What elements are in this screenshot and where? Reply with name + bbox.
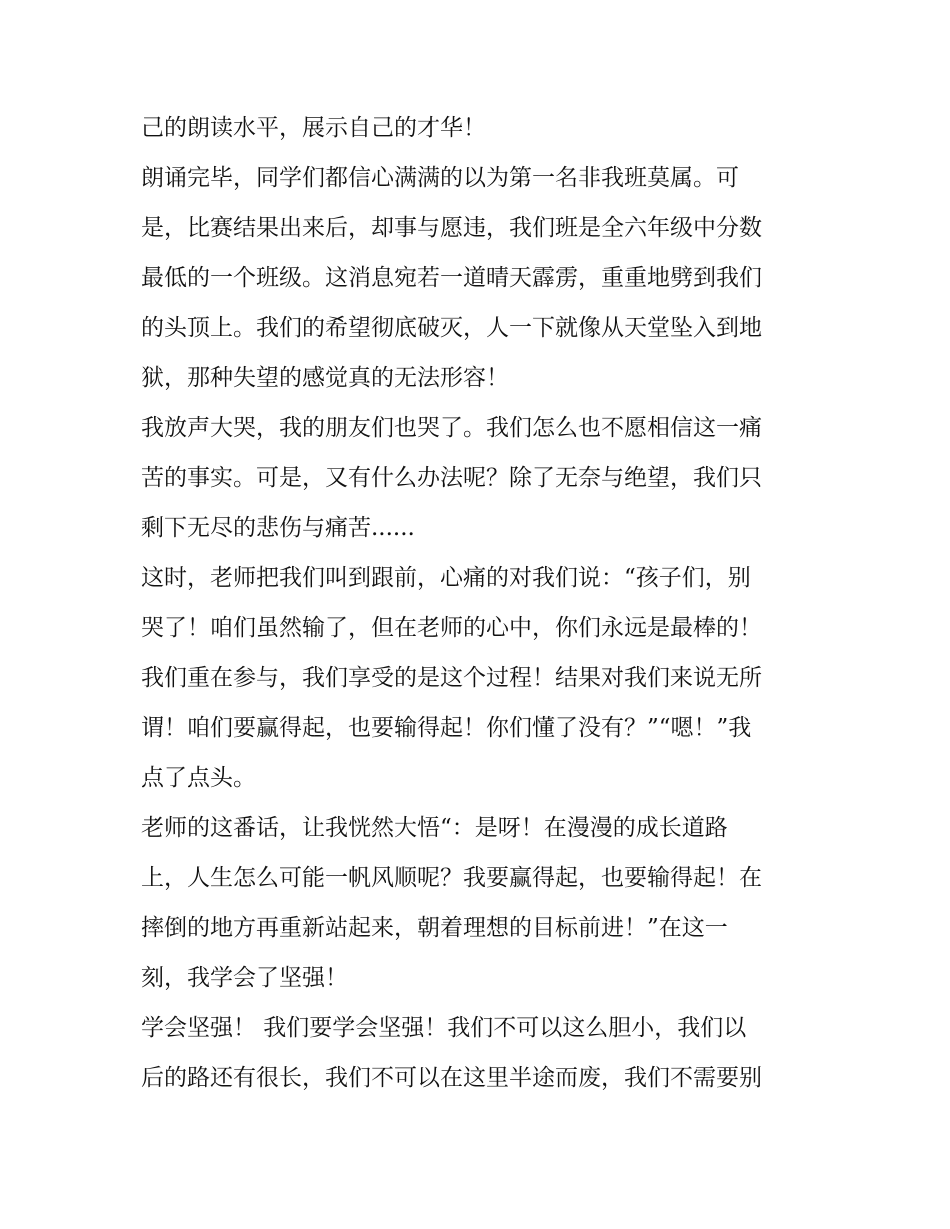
text-line: 老师的这番话，让我恍然大悟“：是呀！在漫漫的成长道路 <box>141 815 728 841</box>
text-line: 苦的事实。可是，又有什么办法呢？除了无奈与绝望，我们只 <box>141 465 762 491</box>
text-line: 我放声大哭，我的朋友们也哭了。我们怎么也不愿相信这一痛 <box>141 415 762 441</box>
text-line: 学会坚强！ 我们要学会坚强！我们不可以这么胆小，我们以 <box>141 1015 747 1041</box>
text-line: 己的朗读水平，展示自己的才华！ <box>141 115 486 141</box>
text-line: 谓！咱们要赢得起，也要输得起！你们懂了没有？”“嗯！”我 <box>141 715 752 741</box>
text-line: 后的路还有很长，我们不可以在这里半途而废，我们不需要别 <box>141 1065 762 1091</box>
text-line: 摔倒的地方再重新站起来，朝着理想的目标前进！”在这一 <box>141 915 728 941</box>
text-line: 的头顶上。我们的希望彻底破灭，人一下就像从天堂坠入到地 <box>141 315 762 341</box>
text-line: 最低的一个班级。这消息宛若一道晴天霹雳，重重地劈到我们 <box>141 265 762 291</box>
text-line: 是，比赛结果出来后，却事与愿违，我们班是全六年级中分数 <box>141 215 762 241</box>
text-line: 狱，那种失望的感觉真的无法形容！ <box>141 365 509 391</box>
text-line: 剩下无尽的悲伤与痛苦...... <box>141 515 415 541</box>
text-line: 哭了！咱们虽然输了，但在老师的心中，你们永远是最棒的！ <box>141 615 762 641</box>
text-line: 这时，老师把我们叫到跟前，心痛的对我们说：“孩子们，别 <box>141 565 751 591</box>
text-line: 我们重在参与，我们享受的是这个过程！结果对我们来说无所 <box>141 665 762 691</box>
text-line: 朗诵完毕，同学们都信心满满的以为第一名非我班莫属。可 <box>141 165 739 191</box>
text-line: 点了点头。 <box>141 765 256 791</box>
text-line: 刻，我学会了坚强！ <box>141 965 348 991</box>
text-line: 上，人生怎么可能一帆风顺呢？我要赢得起，也要输得起！在 <box>141 865 762 891</box>
